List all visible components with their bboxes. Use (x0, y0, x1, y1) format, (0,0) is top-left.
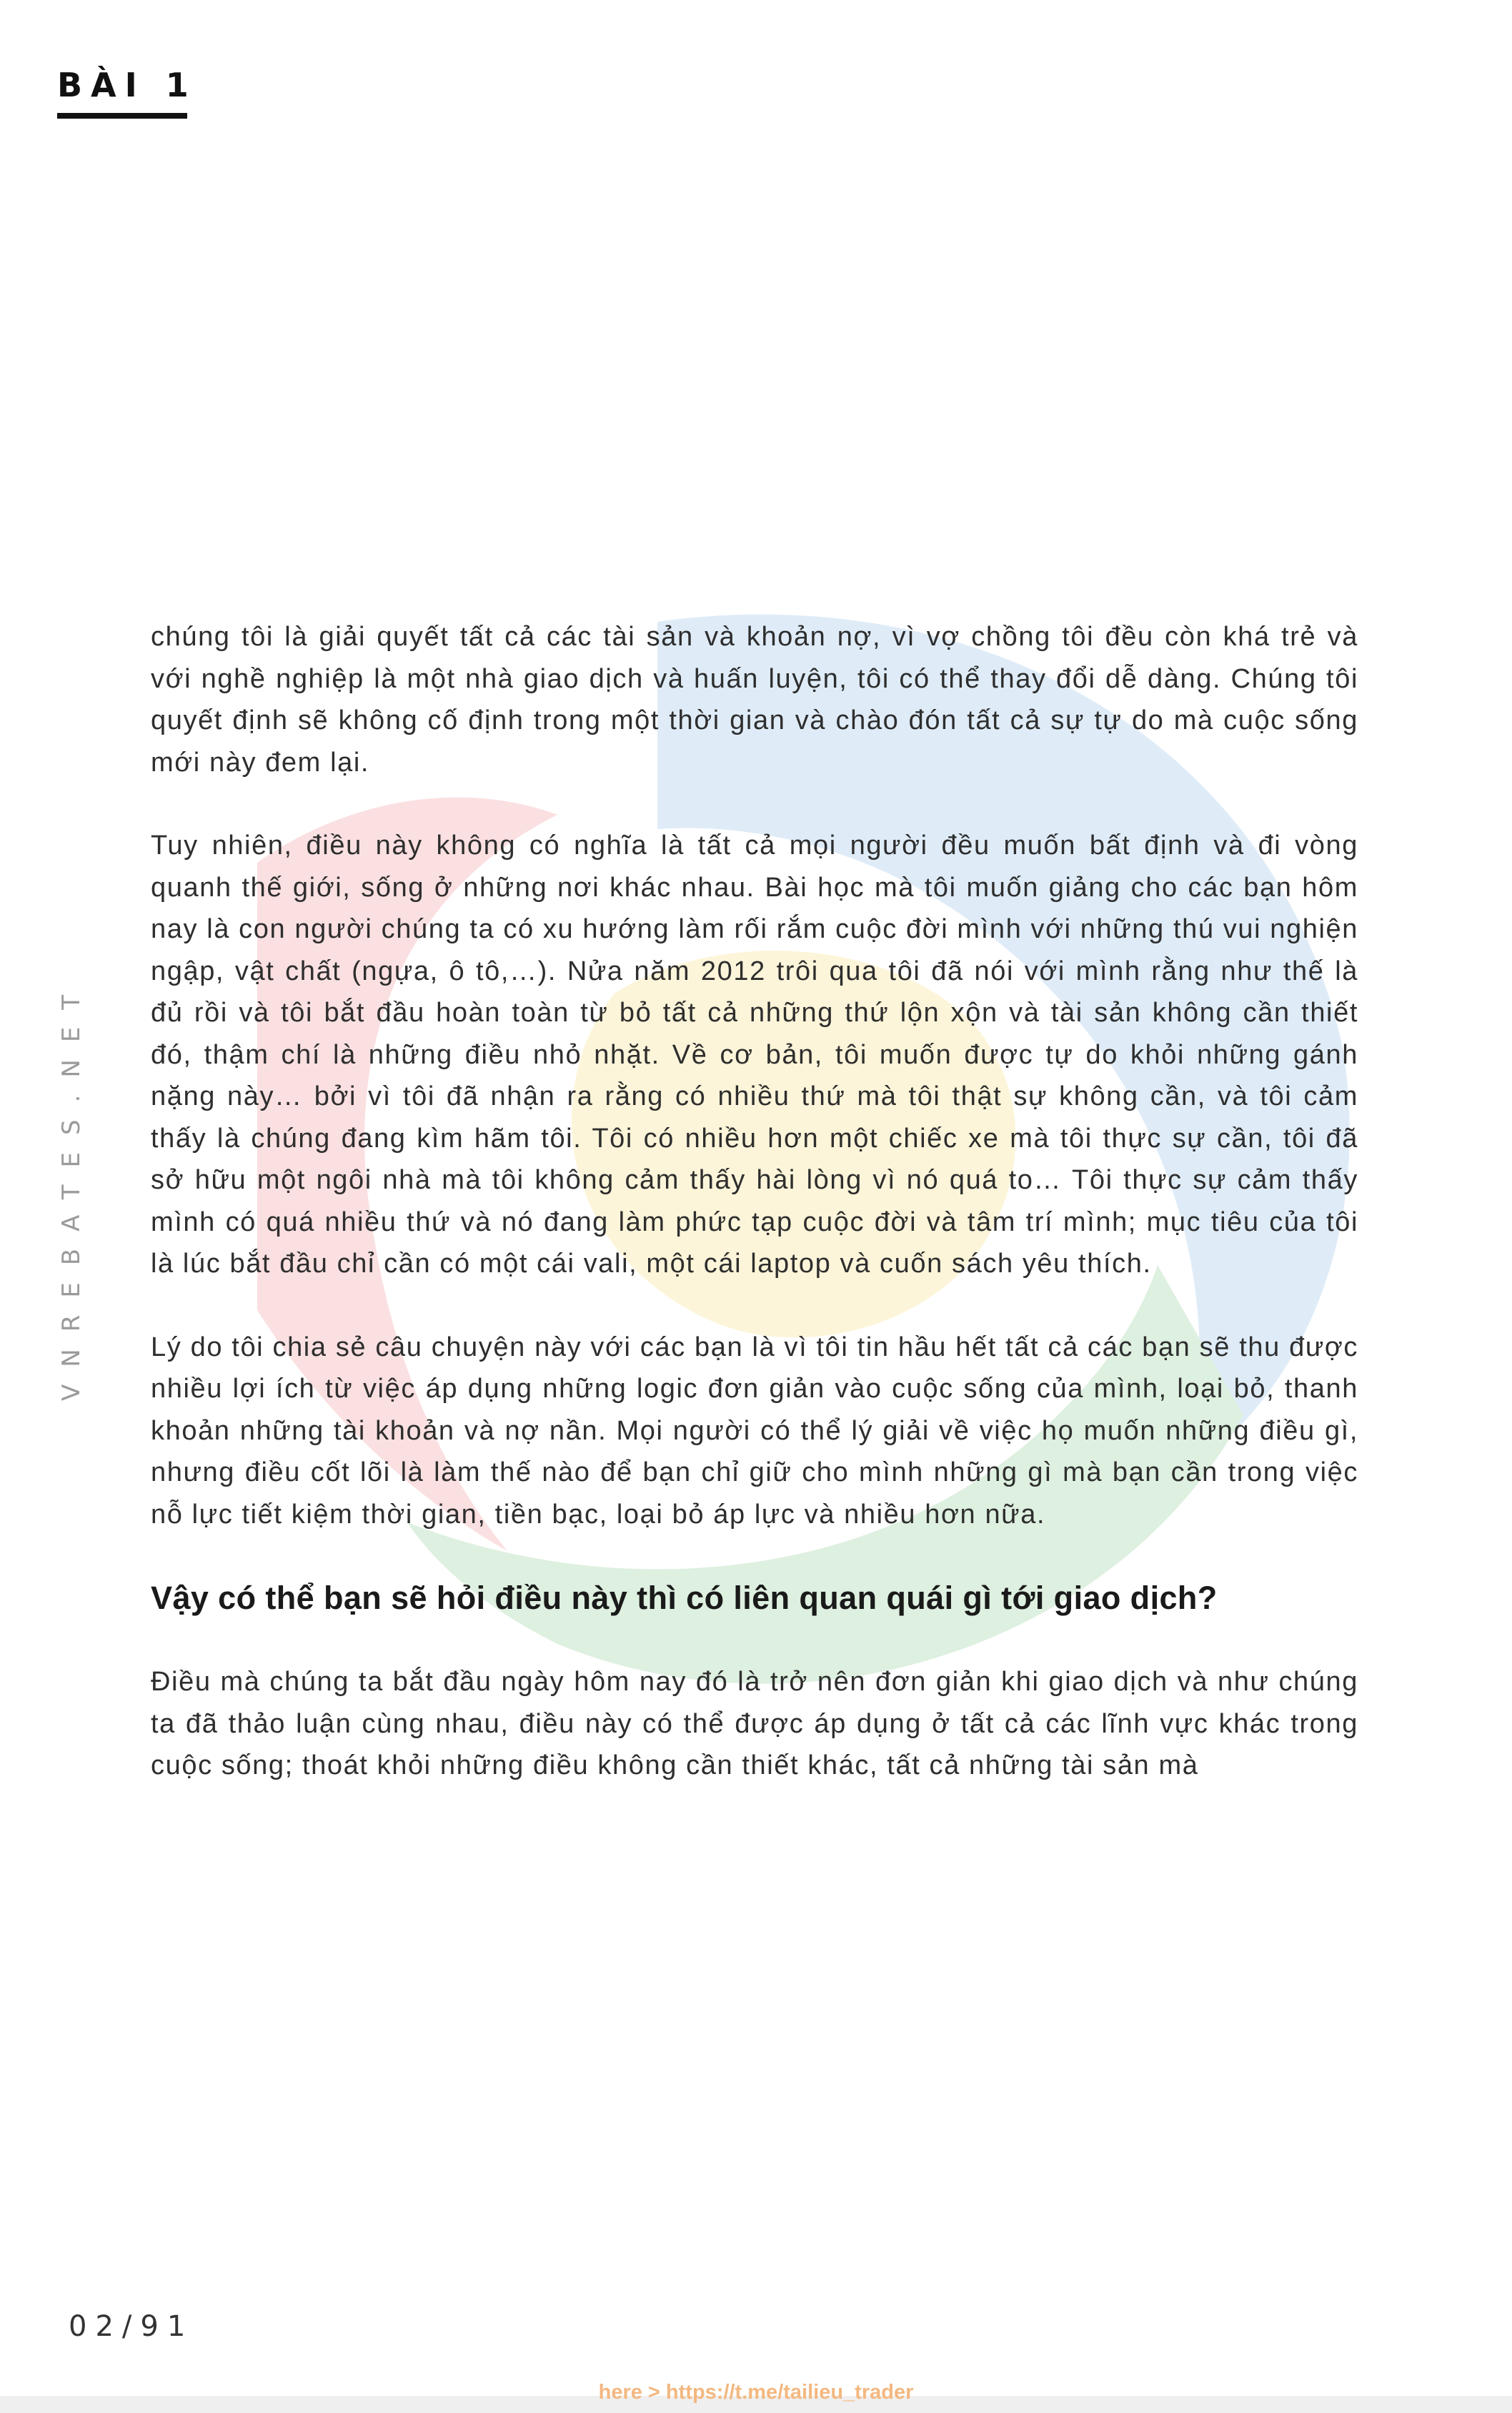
paragraph-2: Tuy nhiên, điều này không có nghĩa là tất cả mọi người đều muốn bất định và đi vòng quanh thế giới, sống ở những nơi khác nhau. Bài học mà tôi muốn giảng cho các bạn hôm nay là con người chúng ta có xu hướng làm rối rắm cuộc đời mình với những thú vui nghiện ngập, vật chất (ngựa, ô tô,…). Nửa năm 2012 trôi qua tôi đã nói với mình rằng như thế là đủ rồi và tôi bắt đầu hoàn toàn từ bỏ tất cả những thứ lộn xộn và tài sản không cần thiết đó, thậm chí là những điều nhỏ nhặt. Về cơ bản, tôi muốn được tự do khỏi những gánh nặng này… bởi vì tôi đã nhận ra rằng có nhiều thứ mà tôi thật sự không cần, và tôi cảm thấy là chúng đang kìm hãm tôi. Tôi có nhiều hơn một chiếc xe mà tôi thực sự cần, tôi đã sở hữu một ngôi nhà mà tôi không cảm thấy hài lòng vì nó quá to… Tôi thực sự cảm thấy mình có quá nhiều thứ và nó đang làm phức tạp cuộc đời và tâm trí mình; mục tiêu của tôi là lúc bắt đầu chỉ cần có một cái vali, một cái laptop và cuốn sách yêu thích. (151, 831, 1358, 1279)
lesson-underline (57, 113, 187, 119)
main-content (151, 616, 1358, 1828)
lesson-label: BÀI 1 (57, 66, 197, 104)
footer-link[interactable]: here > https://t.me/tailieu_trader (598, 2381, 914, 2404)
section-heading: Vậy có thể bạn sẽ hỏi điều này thì có liên quan quái gì tới giao dịch? (151, 1580, 1218, 1616)
paragraph-1: chúng tôi là giải quyết tất cả các tài sản và khoản nợ, vì vợ chồng tôi đều còn khá trẻ và với nghề nghiệp là một nhà giao dịch và huấn luyện, tôi có thể thay đổi dễ dàng. Chúng tôi quyết định sẽ không cố định trong một thời gian và chào đón tất cả sự tự do mà cuộc sống mới này đem lại. (151, 622, 1358, 778)
page-number: 02/91 (69, 2310, 194, 2343)
paragraph-3: Lý do tôi chia sẻ câu chuyện này với các bạn là vì tôi tin hầu hết tất cả các bạn sẽ thu được nhiều lợi ích từ việc áp dụng những logic đơn giản vào cuộc sống của mình, loại bỏ, thanh khoản những tài khoản và nợ nần. Mọi người có thể lý giải về việc họ muốn những điều gì, nhưng điều cốt lõi là làm thế nào để bạn chỉ giữ cho mình những gì mà bạn cần trong việc nỗ lực tiết kiệm thời gian, tiền bạc, loại bỏ áp lực và nhiều hơn nữa. (151, 1332, 1358, 1530)
side-vertical-site-name: VNREBATES.NET (57, 977, 86, 1401)
paragraph-4: Điều mà chúng ta bắt đầu ngày hôm nay đó là trở nên đơn giản khi giao dịch và như chúng ta đã thảo luận cùng nhau, điều này có thể được áp dụng ở tất cả các lĩnh vực khác trong cuộc sống; thoát khỏi những điều không cần thiết khác, tất cả những tài sản mà (151, 1667, 1358, 1780)
